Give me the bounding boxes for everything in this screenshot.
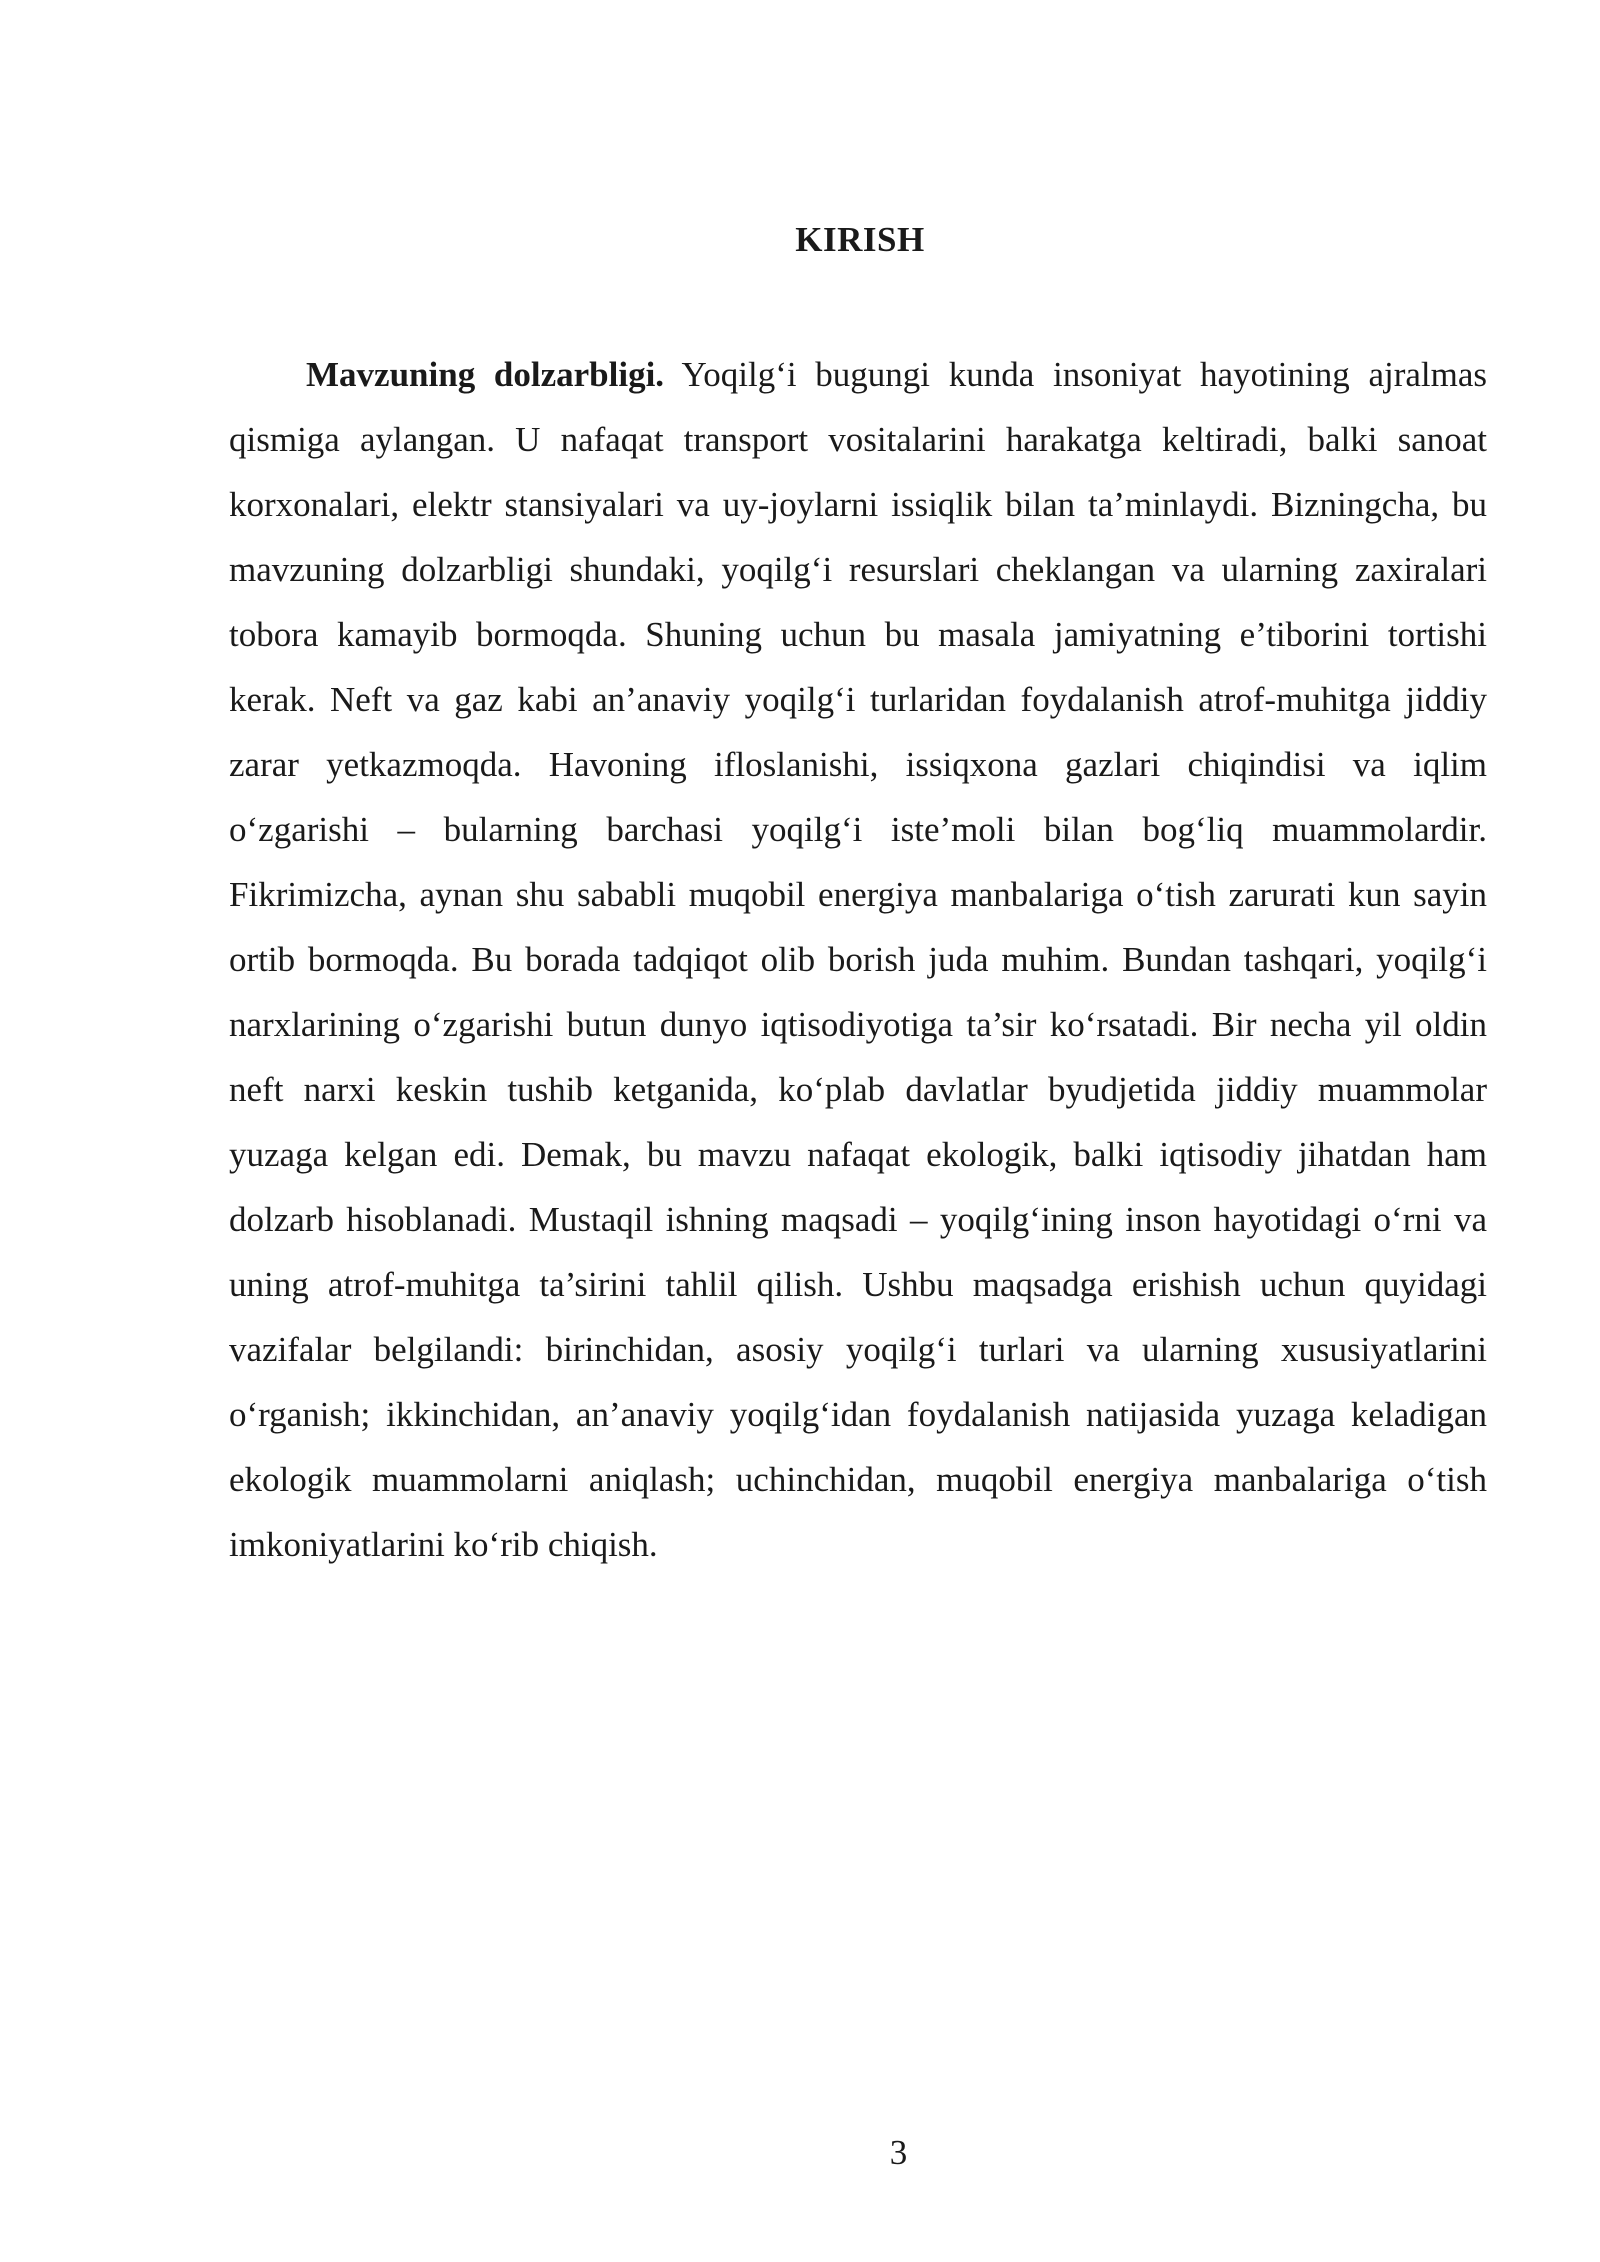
section-heading: KIRISH: [795, 220, 925, 259]
paragraph-lead: Mavzuning dolzarbligi.: [306, 355, 665, 394]
page-number: 3: [889, 2133, 908, 2172]
paragraph-text: Yoqilg‘i bugungi kunda insoniyat hayotining ajralmas qismiga aylangan. U nafaqat transport vositalarini harakatga keltiradi, balki sanoat korxonalari, elektr stansiyalari va uy-joylarni issiqlik bilan ta’minlaydi. Bizningcha, bu mavzuning dolzarbligi shundaki, yoqilg‘i resurslari cheklangan va ularning zaxiralari tobora kamayib bormoqda. Shuning uchun bu masala jamiyatning e’tiborini tortishi kerak. Neft va gaz kabi an’anaviy yoqilg‘i turlaridan foydalanish atrof-muhitga jiddiy zarar yetkazmoqda. Havoning ifloslanishi, issiqxona gazlari chiqindisi va iqlim o‘zgarishi – bularning barchasi yoqilg‘i iste’moli bilan bog‘liq muammolardir. Fikrimizcha, aynan shu sababli muqobil energiya manbalariga o‘tish zarurati kun sayin ortib bormoqda. Bu borada tadqiqot olib borish juda muhim. Bundan tashqari, yoqilg‘i narxlarining o‘zgarishi butun dunyo iqtisodiyotiga ta’sir ko‘rsatadi. Bir necha yil oldin neft narxi keskin tushib ketganida, ko‘plab davlatlar byudjetida jiddiy muammolar yuzaga kelgan edi. Demak, bu mavzu nafaqat ekologik, balki iqtisodiy jihatdan ham dolzarb hisoblanadi. Mustaqil ishning maqsadi – yoqilg‘ining inson hayotidagi o‘rni va uning atrof-muhitga ta’sirini tahlil qilish. Ushbu maqsadga erishish uchun quyidagi vazifalar belgilandi: birinchidan, asosiy yoqilg‘i turlari va ularning xususiyatlarini o‘rganish; ikkinchidan, an’anaviy yoqilg‘idan foydalanish natijasida yuzaga keladigan ekologik muammolarni aniqlash; uchinchidan, muqobil energiya manbalariga o‘tish imkoniyatlarini ko‘rib chiqish.: [229, 355, 1488, 1564]
body-paragraph: [229, 342, 1487, 1577]
